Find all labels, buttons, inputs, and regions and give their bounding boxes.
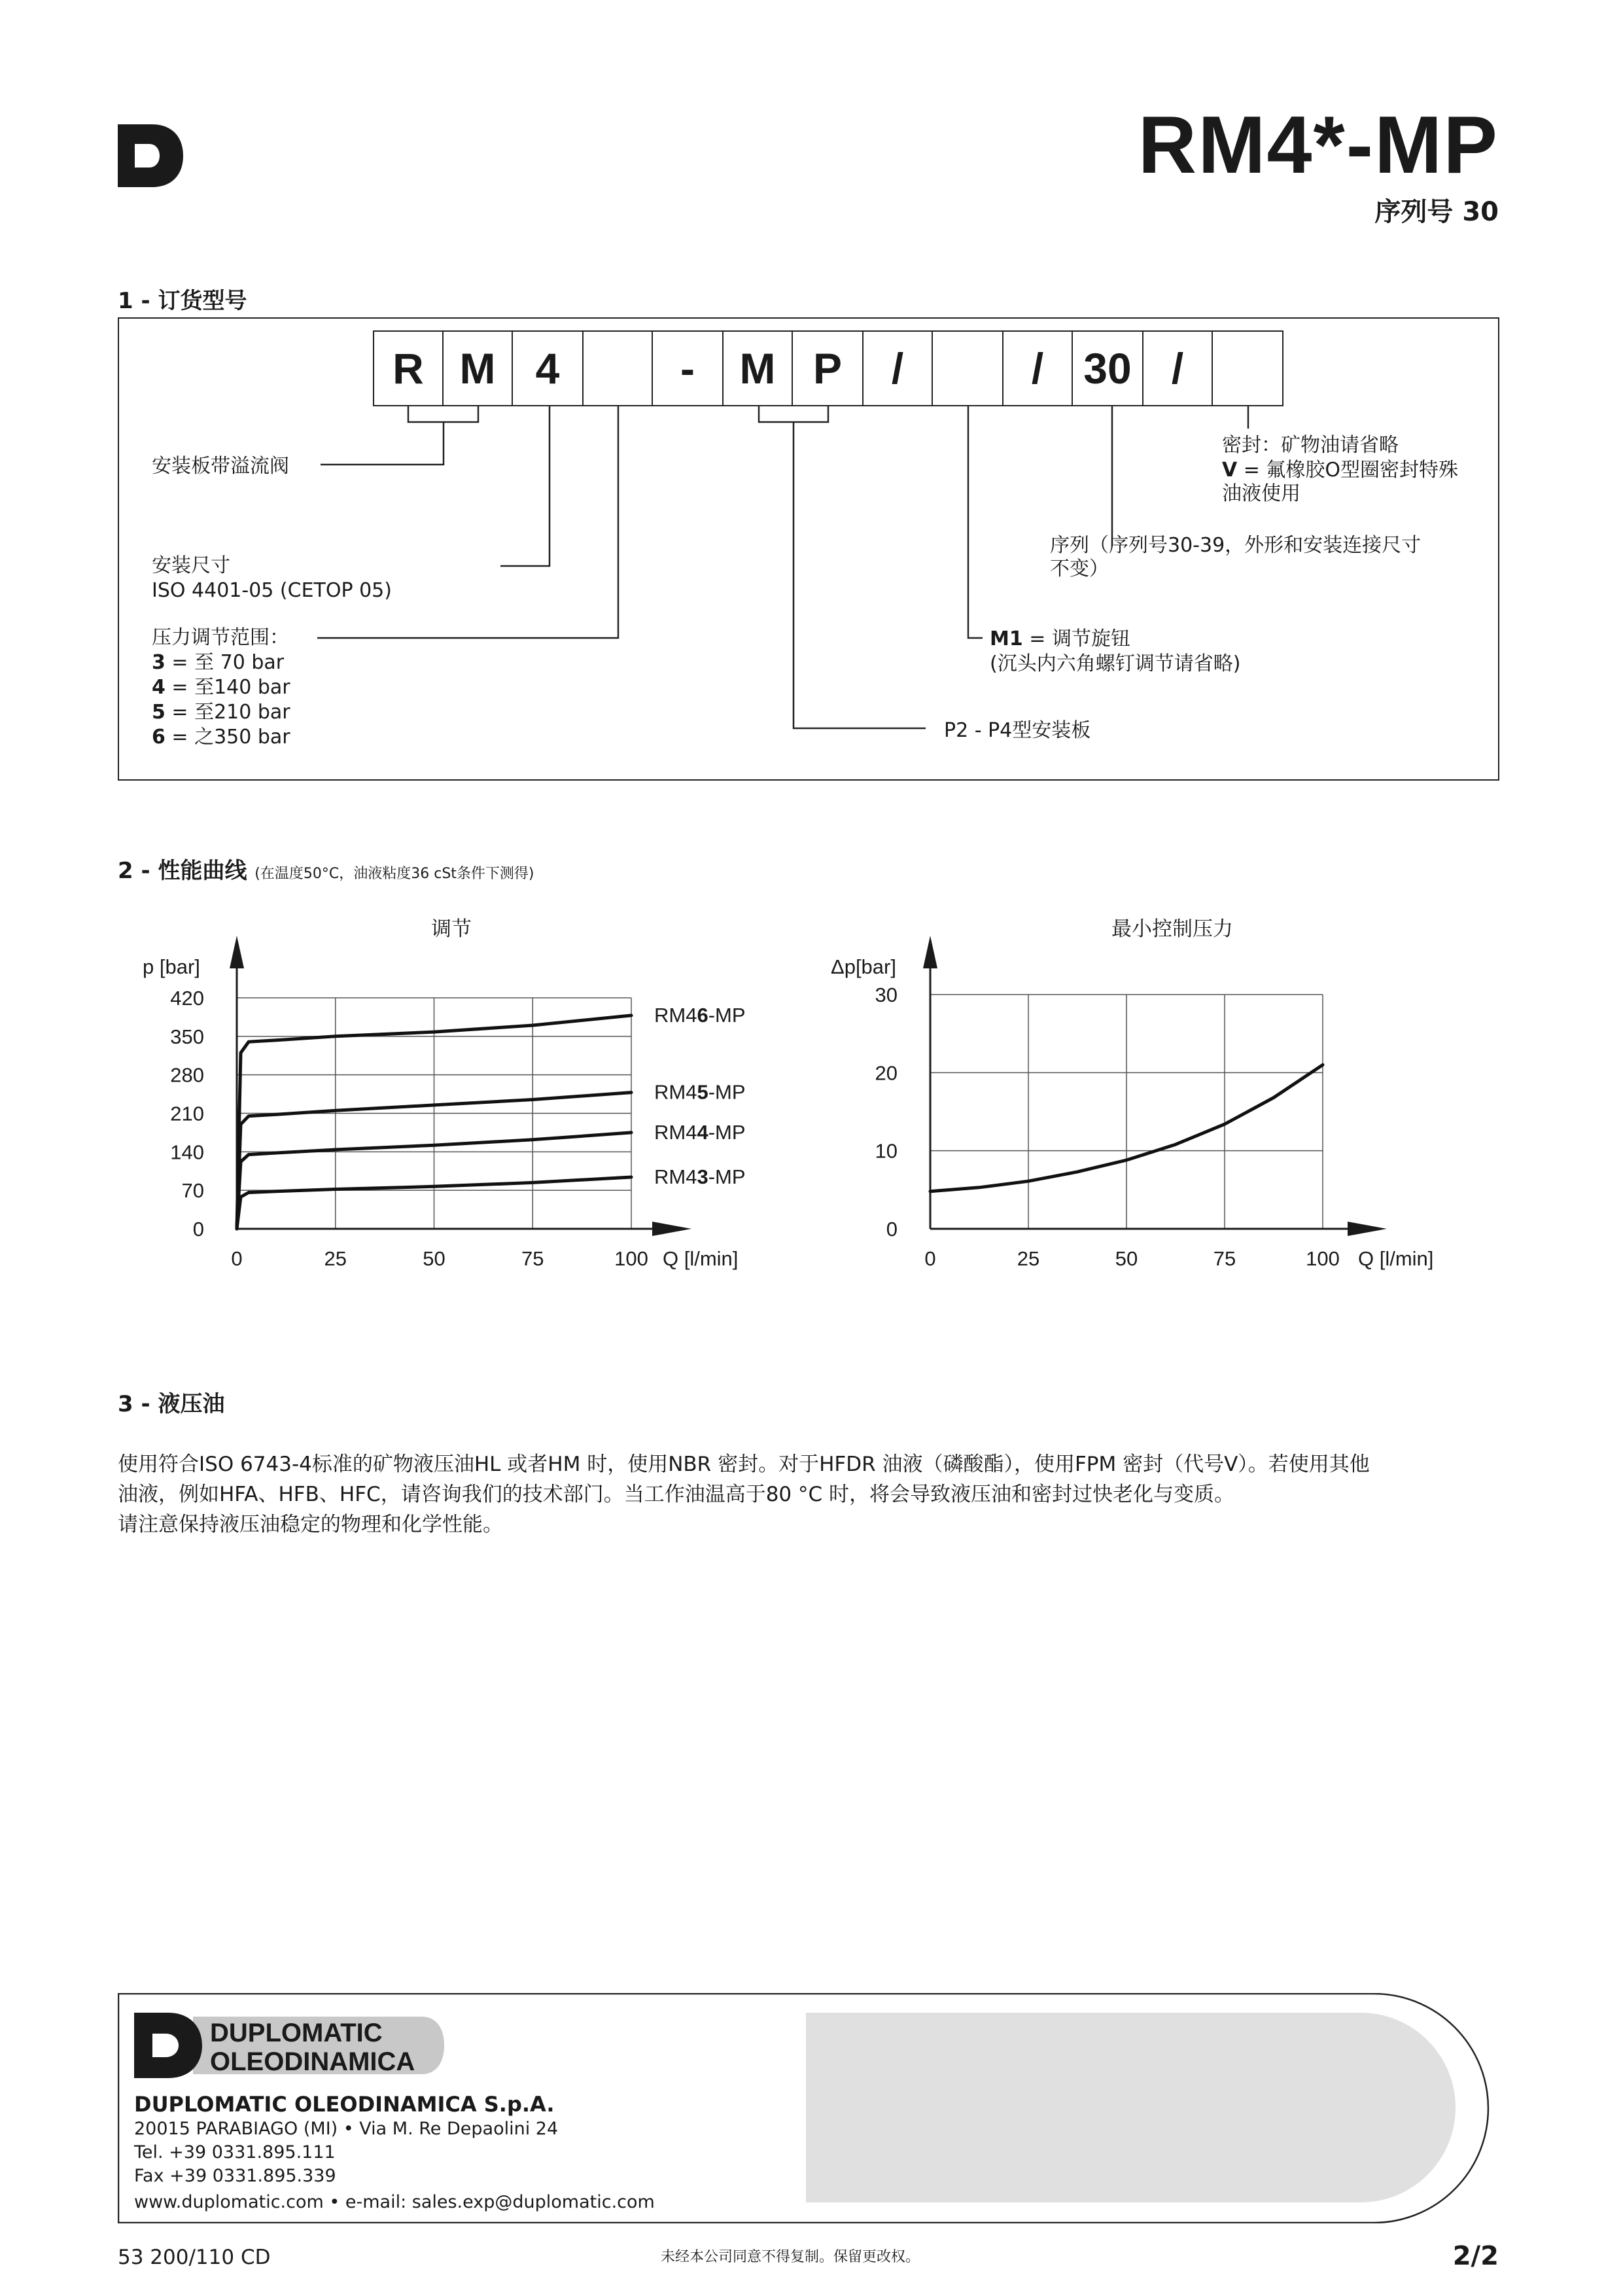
chart-title: 最小控制压力 xyxy=(1111,917,1233,940)
x-tick-label: 100 xyxy=(614,1247,648,1270)
series-label: RM43-MP xyxy=(654,1165,746,1188)
fluid-text-line: 使用符合ISO 6743-4标准的矿物液压油HL 或者HM 时，使用NBR 密封。对于HFDR 油液（磷酸酯），使用FPM 密封（代号V）。若使用其他 xyxy=(118,1453,1370,1476)
fluid-text-line: 油液，例如HFA、HFB、HFC，请咨询我们的技术部门。当工作油温高于80 °C 时，将会导致液压油和密封过快老化与变质。 xyxy=(118,1483,1234,1506)
brand-line-2: OLEODINAMICA xyxy=(210,2047,415,2076)
x-axis-arrow xyxy=(652,1222,691,1236)
pressure-range-item: 5 = 至210 bar xyxy=(152,701,290,724)
x-tick-label: 0 xyxy=(924,1247,936,1270)
section-2-note: (在温度50°C，油液粘度36 cSt条件下测得) xyxy=(254,866,534,882)
x-tick-label: 100 xyxy=(1306,1247,1340,1270)
x-axis-arrow xyxy=(1348,1222,1387,1236)
pressure-range-item: 6 = 之350 bar xyxy=(152,726,290,749)
label-subplate: P2 - P4型安装板 xyxy=(944,719,1091,742)
code-box: R xyxy=(373,330,444,406)
y-tick-label: 10 xyxy=(875,1139,898,1163)
duplomatic-brand-logo-icon xyxy=(134,2009,448,2085)
model-title: RM4*-MP xyxy=(1138,100,1499,190)
x-tick-label: 50 xyxy=(423,1247,445,1270)
label-size: 安装尺寸 xyxy=(152,554,230,577)
x-tick-label: 25 xyxy=(1017,1247,1040,1270)
y-tick-label: 420 xyxy=(170,987,204,1010)
label-valve-type: 安装板带溢流阀 xyxy=(152,455,289,478)
footer-gray-panel xyxy=(806,2013,1456,2202)
document-code: 53 200/110 CD xyxy=(118,2246,271,2269)
y-tick-label: 70 xyxy=(181,1179,204,1203)
y-tick-label: 140 xyxy=(170,1140,204,1164)
address: 20015 PARABIAGO (MI) • Via M. Re Depaolini 24 xyxy=(134,2119,559,2139)
fluid-text-line: 请注意保持液压油稳定的物理和化学性能。 xyxy=(118,1513,503,1536)
fluid-text xyxy=(118,1449,1370,1540)
web-email: www.duplomatic.com • e-mail: sales.exp@duplomatic.com xyxy=(134,2192,655,2212)
code-box: / xyxy=(1003,330,1073,406)
series-label: RM45-MP xyxy=(654,1080,746,1104)
company-name: DUPLOMATIC OLEODINAMICA S.p.A. xyxy=(134,2092,555,2117)
code-box: M xyxy=(444,330,513,406)
pressure-range-item: 4 = 至140 bar xyxy=(152,676,290,699)
label-seal-3: 油液使用 xyxy=(1222,482,1300,505)
section-2-title: 2 - 性能曲线 (在温度50°C，油液粘度36 cSt条件下测得) xyxy=(118,858,534,884)
y-axis-label: Δp[bar] xyxy=(831,955,896,978)
x-tick-label: 75 xyxy=(521,1247,544,1270)
brand-line-1: DUPLOMATIC xyxy=(210,2019,383,2047)
x-tick-label: 25 xyxy=(324,1247,347,1270)
series-number: 序列号 30 xyxy=(1374,197,1499,227)
page-number: 2/2 xyxy=(1452,2241,1499,2271)
code-box: - xyxy=(653,330,724,406)
x-tick-label: 0 xyxy=(231,1247,243,1270)
y-axis-arrow xyxy=(230,936,244,968)
x-axis-label: Q [l/min] xyxy=(1358,1247,1434,1270)
y-axis-label: p [bar] xyxy=(143,955,200,978)
copyright-note: 未经本公司同意不得复制。保留更改权。 xyxy=(661,2249,920,2265)
fax: Fax +39 0331.895.339 xyxy=(134,2166,336,2186)
series-label: RM44-MP xyxy=(654,1120,746,1144)
code-box: P xyxy=(793,330,864,406)
pressure-regulation-chart xyxy=(118,910,805,1289)
code-box: M xyxy=(724,330,793,406)
chart-title: 调节 xyxy=(431,917,472,940)
x-tick-label: 75 xyxy=(1213,1247,1236,1270)
section-3-title: 3 - 液压油 xyxy=(118,1391,225,1417)
series-label: RM46-MP xyxy=(654,1003,746,1027)
x-tick-label: 50 xyxy=(1115,1247,1138,1270)
label-seal-1: 密封：矿物油请省略 xyxy=(1222,434,1399,457)
label-adjustment-note: (沉头内六角螺钉调节请省略) xyxy=(990,652,1241,675)
pressure-range-list xyxy=(152,650,290,750)
code-box: 4 xyxy=(513,330,584,406)
y-tick-label: 350 xyxy=(170,1025,204,1048)
y-tick-label: 20 xyxy=(875,1061,898,1085)
label-adjustment: M1 = 调节旋钮 xyxy=(990,627,1130,650)
label-seal-2: V = 氟橡胶O型圈密封特殊 xyxy=(1222,459,1459,482)
pressure-range-item: 3 = 至 70 bar xyxy=(152,651,285,674)
code-box: / xyxy=(864,330,933,406)
section-1-title: 1 - 订货型号 xyxy=(118,288,247,314)
code-box: / xyxy=(1143,330,1213,406)
label-pressure-title: 压力调节范围： xyxy=(152,626,289,649)
y-tick-label: 210 xyxy=(170,1102,204,1125)
label-series-1: 序列（序列号30-39，外形和安装连接尺寸 xyxy=(1050,534,1422,557)
y-axis-arrow xyxy=(923,936,937,968)
code-box: 30 xyxy=(1073,330,1143,406)
contact-details xyxy=(134,2117,655,2214)
label-size-standard: ISO 4401-05 (CETOP 05) xyxy=(152,579,392,602)
y-tick-label: 0 xyxy=(192,1218,204,1241)
y-tick-label: 30 xyxy=(875,983,898,1006)
x-axis-label: Q [l/min] xyxy=(663,1247,739,1270)
telephone: Tel. +39 0331.895.111 xyxy=(134,2142,336,2163)
y-tick-label: 0 xyxy=(886,1218,898,1241)
label-series-2: 不变） xyxy=(1050,557,1109,580)
y-tick-label: 280 xyxy=(170,1063,204,1087)
minimum-control-pressure-chart xyxy=(805,910,1459,1289)
